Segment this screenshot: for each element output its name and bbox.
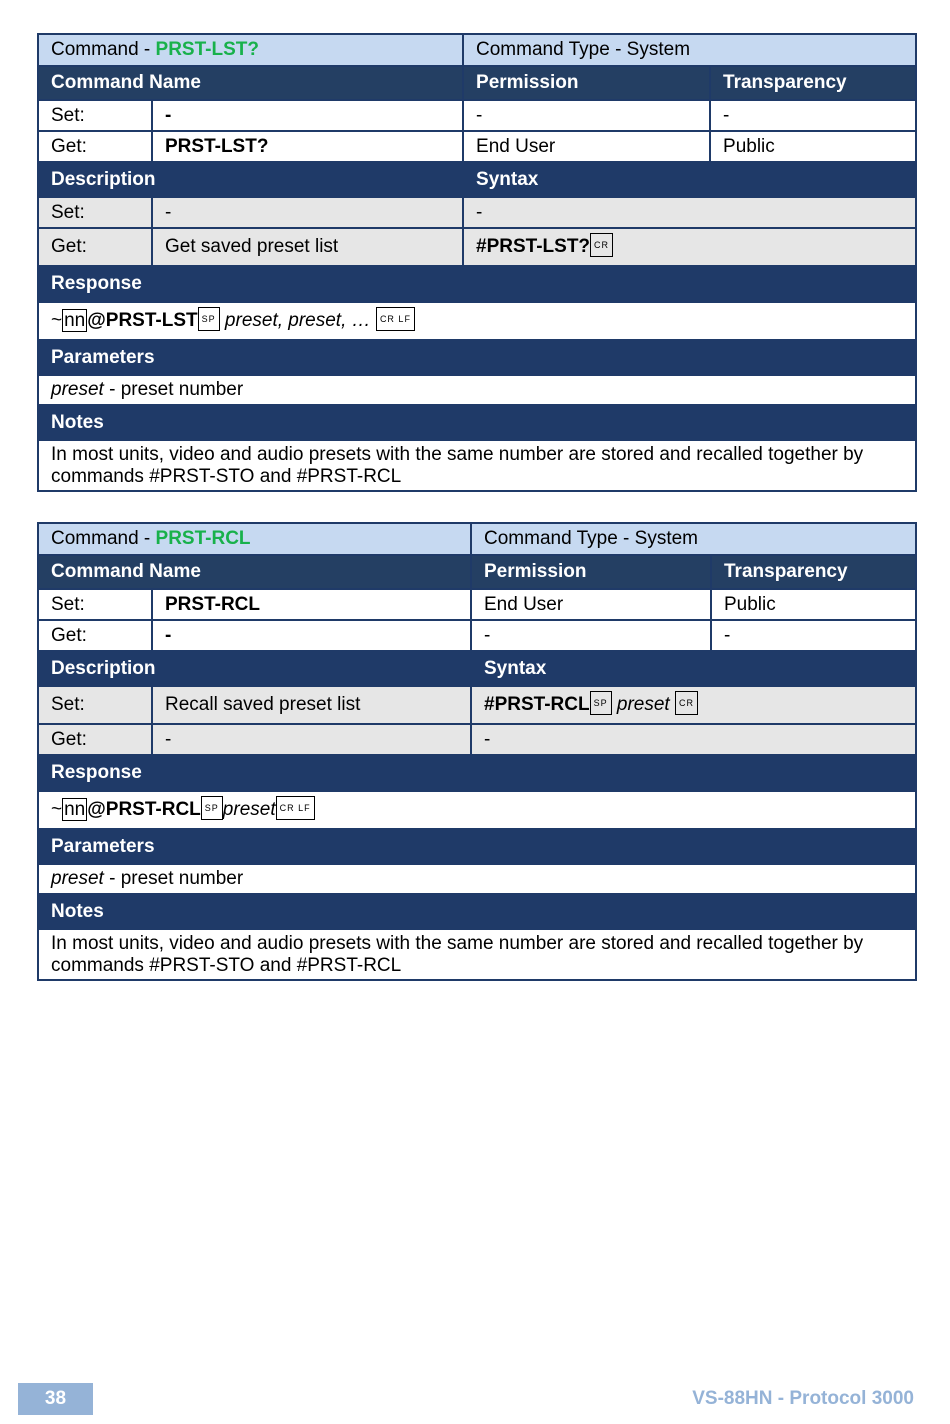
set-name: - [152, 100, 463, 131]
get-label: Get: [38, 131, 152, 162]
crlf-box: CR LF [376, 307, 415, 331]
get-permission: - [471, 620, 711, 651]
header-response: Response [38, 266, 916, 302]
notes-text: In most units, video and audio presets with the same number are stored and recalled together by commands #PRST-STO and #PRST-RCL [38, 440, 916, 491]
set-transparency: Public [711, 589, 916, 620]
desc-get-syntax: - [471, 724, 916, 755]
response-params: preset [222, 799, 276, 821]
response-line: ~ nn @PRST-RCL SP preset CR LF [38, 791, 916, 829]
desc-get-description: - [152, 724, 471, 755]
cr-box: CR [590, 233, 613, 257]
response-params: preset, preset, … [219, 310, 376, 332]
header-command-name: Command Name [38, 555, 471, 589]
parameters-line [38, 375, 916, 405]
desc-set-description: - [152, 197, 463, 228]
sp-box: SP [198, 307, 220, 331]
command-table-prst-rcl [37, 522, 917, 981]
parameter-name: preset [51, 868, 104, 889]
parameter-desc: - preset number [103, 379, 244, 400]
parameter-desc: - preset number [103, 868, 244, 889]
command-title: Command - PRST-RCL [38, 523, 471, 555]
desc-set-label: Set: [38, 686, 152, 724]
header-response: Response [38, 755, 916, 791]
syntax-command: #PRST-RCL [484, 694, 590, 716]
desc-get-description: Get saved preset list [152, 228, 463, 266]
header-description: Description [38, 651, 471, 686]
header-syntax: Syntax [463, 162, 916, 197]
desc-set-syntax [471, 686, 916, 724]
header-parameters: Parameters [38, 340, 916, 375]
get-label: Get: [38, 620, 152, 651]
get-permission: End User [463, 131, 710, 162]
set-permission: - [463, 100, 710, 131]
response-command: @PRST-RCL [87, 799, 201, 821]
sp-box: SP [201, 796, 223, 820]
set-transparency: - [710, 100, 916, 131]
command-name: PRST-RCL [155, 528, 251, 549]
nn-box: nn [64, 799, 86, 821]
command-title: Command - PRST-LST? [38, 34, 463, 66]
desc-get-label: Get: [38, 724, 152, 755]
desc-set-description: Recall saved preset list [152, 686, 471, 724]
response-line: ~ nn @PRST-LST SP preset, preset, … CR LF [38, 302, 916, 340]
command-type: Command Type - System [471, 523, 916, 555]
nn-box: nn [64, 310, 86, 332]
header-command-name: Command Name [38, 66, 463, 100]
get-transparency: - [711, 620, 916, 651]
desc-get-label: Get: [38, 228, 152, 266]
get-name: - [152, 620, 471, 651]
command-table-prst-lst [37, 33, 917, 492]
header-transparency: Transparency [710, 66, 916, 100]
parameters-line [38, 864, 916, 894]
syntax-command: #PRST-LST? [476, 236, 591, 258]
header-parameters: Parameters [38, 829, 916, 864]
desc-set-label: Set: [38, 197, 152, 228]
header-permission: Permission [471, 555, 711, 589]
response-command: @PRST-LST [87, 310, 198, 332]
set-permission: End User [471, 589, 711, 620]
command-name: PRST-LST? [155, 39, 259, 60]
get-transparency: Public [710, 131, 916, 162]
sp-box: SP [590, 691, 612, 715]
header-transparency: Transparency [711, 555, 916, 589]
footer-title: VS-88HN - Protocol 3000 [692, 1388, 914, 1409]
set-label: Set: [38, 589, 152, 620]
header-syntax: Syntax [471, 651, 916, 686]
crlf-box: CR LF [276, 796, 315, 820]
command-type: Command Type - System [463, 34, 916, 66]
get-name: PRST-LST? [152, 131, 463, 162]
header-notes: Notes [38, 894, 916, 929]
header-permission: Permission [463, 66, 710, 100]
parameter-name: preset [51, 379, 104, 400]
desc-get-syntax [463, 228, 916, 266]
header-notes: Notes [38, 405, 916, 440]
set-label: Set: [38, 100, 152, 131]
cr-box: CR [675, 691, 698, 715]
notes-text: In most units, video and audio presets with the same number are stored and recalled together by commands #PRST-STO and #PRST-RCL [38, 929, 916, 980]
page-number: 38 [18, 1383, 93, 1415]
header-description: Description [38, 162, 463, 197]
desc-set-syntax: - [463, 197, 916, 228]
set-name: PRST-RCL [152, 589, 471, 620]
syntax-param: preset [611, 694, 675, 716]
